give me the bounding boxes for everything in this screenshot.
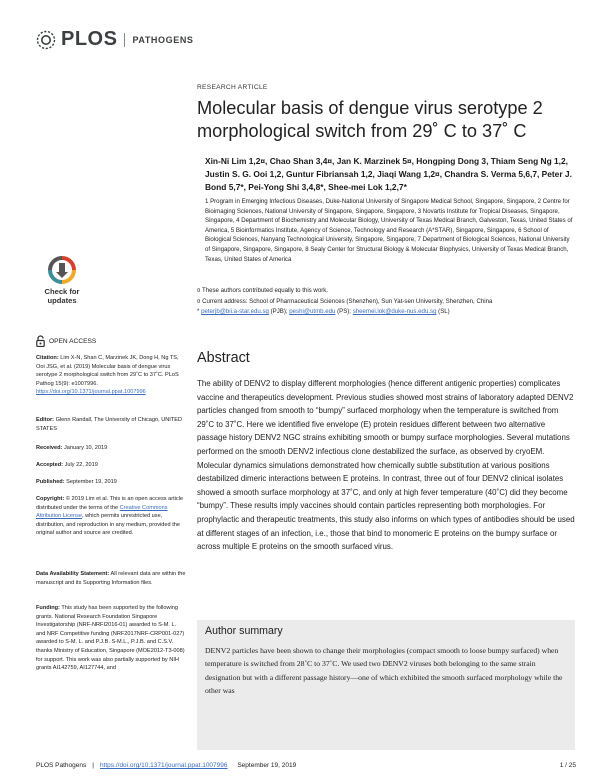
check-updates-label: Check for updates [44,287,80,305]
page-number: 1 / 25 [559,762,576,769]
abstract-text: The ability of DENV2 to display different morphologies (hence different antigenic properties) complicates vaccine and therapeutics development. Previous studies showed most strains of laboratory adapted DENV2 particles changed from smooth to “bumpy” surfaced morphology when the temperature is switched from 29˚C to 37˚C. Here we identified five envelope (E) protein residues different between two alternative passage history DENV2 NGC strains exhibiting smooth or bumpy surface morphologies. Several mutations performed on the smooth DENV2 infectious clone destabilized the surface, as observed by cryoEM. Molecular dynamics simulations demonstrated how chemically subtle substitution at various positions destabilized dimeric interactions between E proteins. In contrast, three out of four DENV2 clinical isolates showed a smooth surface morphology at 37˚C, and only at high fever temperature (40˚C) did they become “bumpy”. These results imply vaccines should contain particles representing both morphologies. For prophylactic and therapeutic treatments, this study also informs on which types of antibodies should be used at different stages of an infection, i.e., those that bind to monomeric E proteins on the bumpy surface or across multiple E proteins on the smooth surfaced virus. [197,379,575,552]
article-title: Molecular basis of dengue virus serotype 2 morphological switch from 29˚ C to 37˚ C [197,98,543,141]
author-summary-heading: Author summary [205,625,283,637]
page-footer [36,762,576,769]
citation-block: Citation: Lim X-N, Shan C, Marzinek JK, Dong H, Ng TS, Ooi JSG, et al. (2019) Molecular basis of dengue virus serotype 2 morphological switch from 29˚C to 37˚C. PLoS Pathog 15(9): e1007996. https://doi.org/10.1371/journal.ppat.1007996 [36,355,179,396]
open-access-badge [36,335,96,347]
email-link-ps[interactable]: peshi@utmb.edu [289,308,336,316]
journal-name: PATHOGENS [132,34,194,45]
affiliations: 1 Program in Emerging Infectious Diseases, Duke-National University of Singapore Medical School, Singapore, Singapore, 2 Centre for Bioimaging Sciences, National University of Singapore, Singapore, Singapore, 3 Novartis Institute for Tropical Diseases, Singapore, Singapore, 4 Department of Biochemistry and Molecular Biology, University of Texas Medical Branch, Galveston, Texas, United States of America, 5 Bioinformatics Institute, Agency of Science, Technology and Research (A*STAR), Singapore, Singapore, 6 School of Biological Sciences, Nanyang Technological University, Singapore, Singapore, 7 Department of Biological Sciences, National University of Singapore, Singapore, Singapore, 8 Sealy Center for Structural Biology & Molecular Biophysics, University of Texas Medical Branch, Texas, United States of America [205,198,573,263]
footer-doi-link[interactable]: https://doi.org/10.1371/journal.ppat.1007996 [99,762,228,769]
author-summary-text: DENV2 particles have been shown to change their morphologies (compact smooth to loose bumpy surfaced) when temperature is switched from 28˚C to 37˚C. We used two DENV2 viruses both belonging to the same strain designation but with a different passage history—one of which exhibited the smooth surfaced morphology while the other was [205,646,563,695]
received-date: Received: January 10, 2019 [36,445,108,451]
email-link-pjb[interactable]: peterjb@bii.a-star.edu.sg [201,308,269,316]
abstract-heading: Abstract [197,350,250,366]
asterisk: * [197,308,202,316]
logo-divider [124,33,125,47]
accepted-date: Accepted: July 22, 2019 [36,462,98,468]
footer-journal: PLOS Pathogens [36,762,87,769]
citation-doi-link[interactable]: https://doi.org/10.1371/journal.ppat.1007996 [36,389,146,396]
data-availability-block: Data Availability Statement: All relevant data are within the manuscript and its Supporting Information files. [36,571,186,586]
current-address-note: ¤ Current address: School of Pharmaceutical Sciences (Shenzhen), Sun Yat-sen University, Shenzhen, China [197,297,493,305]
open-access-label: OPEN ACCESS [49,337,97,345]
license-link[interactable]: Creative Commons Attribution License [36,504,168,520]
funding-block: Funding: This study has been supported by the following grants. National Research Foundation Singapore Investigatorship (NRF-NRFI2016-01) awarded to S-M. L. and NRF Competitive funding (NRF2017NRF-CRP001-027) awarded to S-M. L. and P.J.B. S-M.L., P.J.B. and C.S.V. thanks Ministry of Education, Singapore (MOE2012-T3-008) for support. This work was also partially supported by NIH grants AI142759, AI127744, and [36,605,185,672]
journal-brand: PLOS [61,28,118,50]
author-list: Xin-Ni Lim 1,2¤, Chao Shan 3,4¤, Jan K. Marzinek 5¤, Hongping Dong 3, Thiam Seng Ng 1,2, Justin S. G. Ooi 1,2, Guntur Fibriansah 1,2, Jiaqi Wang 1,2¤, Chandra S. Verma 5,6,7, Peter J. Bond 5,7*, Pei-Yong Shi 3,4,8*, Shee-mei Lok 1,2,7* [205,156,572,192]
open-lock-icon [36,335,45,347]
check-updates-icon [47,255,77,285]
correspondence-line: * peterjb@bii.a-star.edu.sg (PJB); peshi@utmb.edu (PS); sheemei.lok@duke-nus.edu.sg (SL) [197,308,450,316]
check-for-updates-button[interactable] [38,255,86,305]
equal-contribution-note: ¤ These authors contributed equally to this work. [197,287,328,294]
editor-block: Editor: Glenn Randall, The University of Chicago, UNITED STATES [36,417,183,432]
footer-date: September 19, 2019 [237,762,297,769]
published-date: Published: September 19, 2019 [36,479,117,485]
article-type: RESEARCH ARTICLE [197,84,268,91]
journal-logo[interactable] [36,28,194,51]
author-notes [197,286,573,318]
footer-separator: | [92,762,94,769]
copyright-block: Copyright: © 2019 Lim et al. This is an open access article distributed under the terms of the Creative Commons Attribution License, which permits unrestricted use, distribution, and reproduction in any medium, provided the original author and source are credited. [36,496,184,537]
email-link-sl[interactable]: sheemei.lok@duke-nus.edu.sg [352,308,437,316]
plos-logo-icon [36,30,56,50]
